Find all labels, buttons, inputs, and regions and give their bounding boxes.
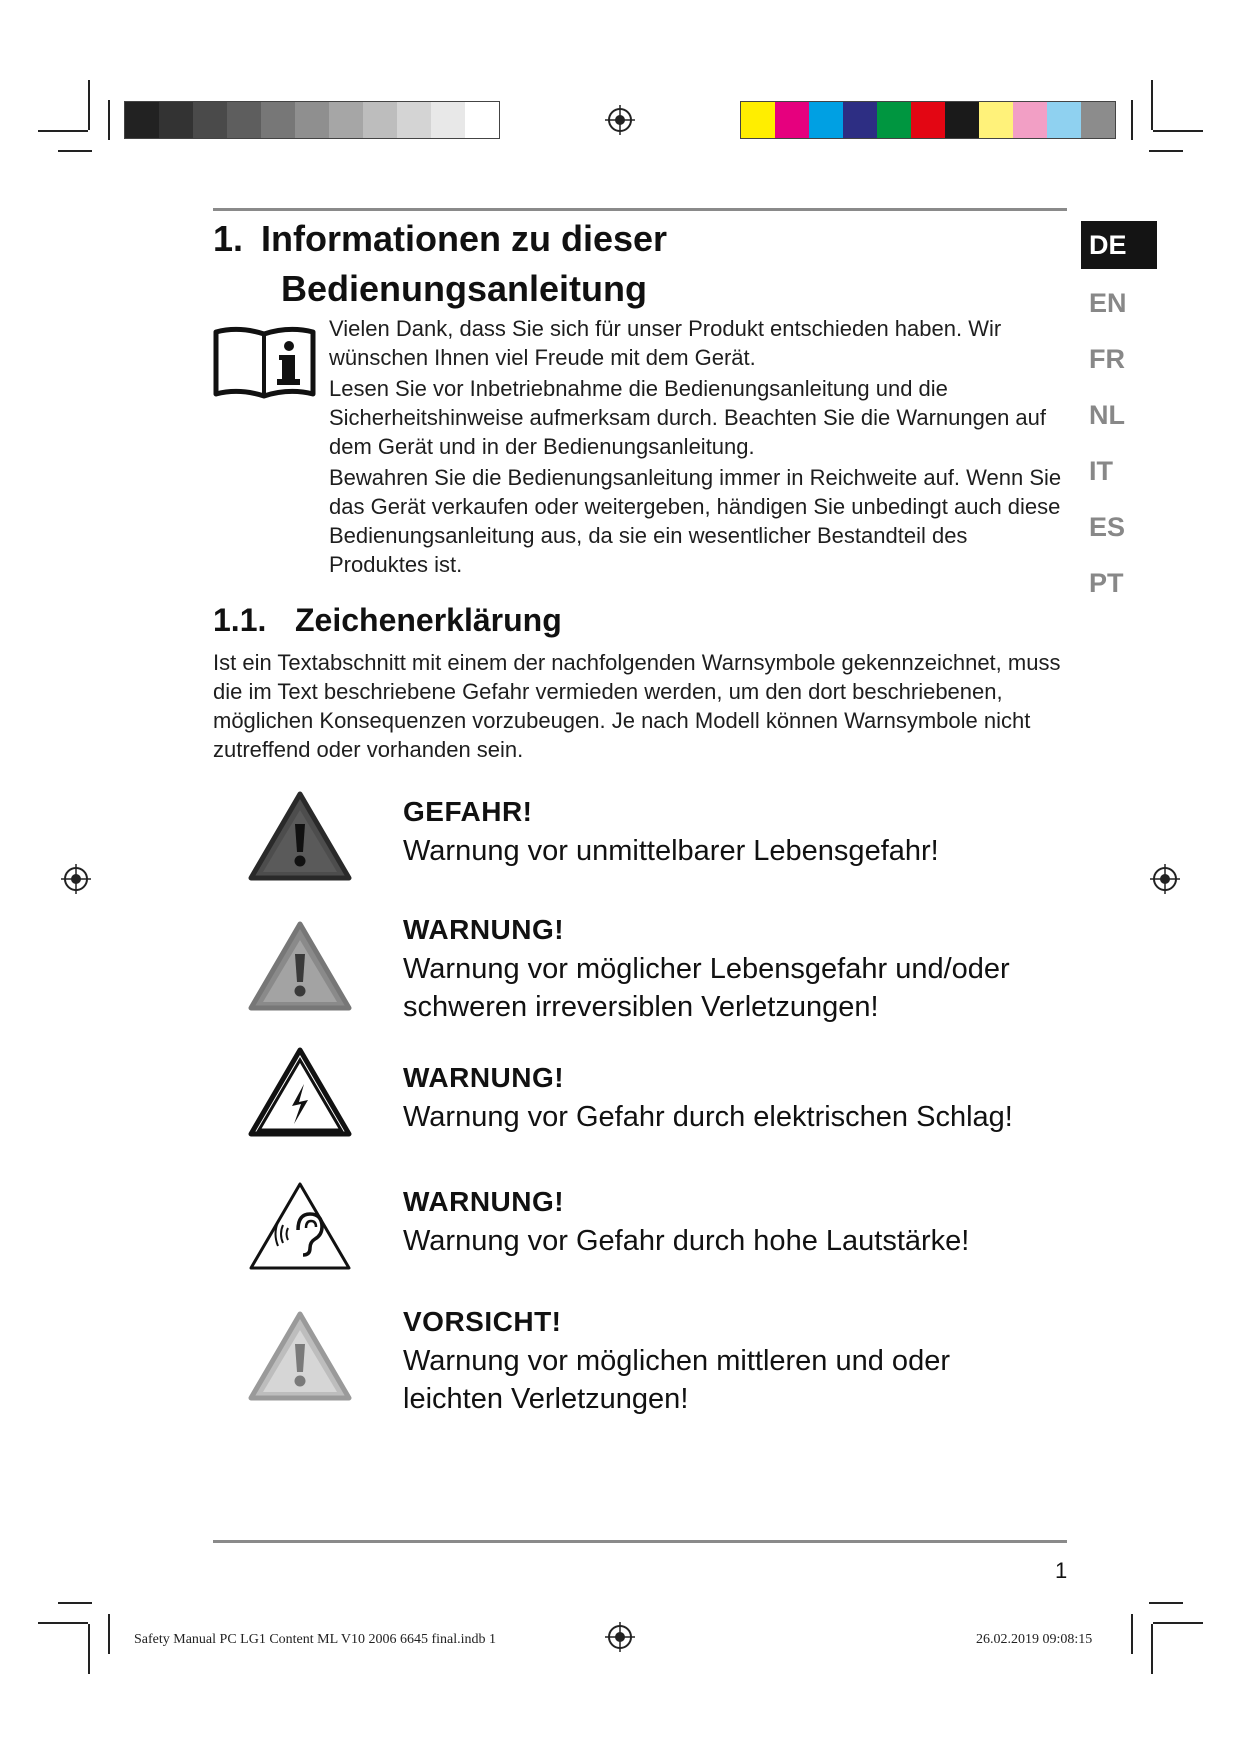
bottom-divider: [213, 1540, 1067, 1543]
legend-paragraph: Ist ein Textabschnitt mit einem der nachfolgenden Warnsymbole gekennzeichnet, muss die im Text beschriebene Gefahr vermieden werden, um den dort beschriebenen, möglichen Konsequenzen vorzubeugen. Je nach Modell können Warnsymbole nicht zutreffend oder vorhanden sein.: [213, 650, 1061, 762]
color-swatch: [261, 102, 295, 138]
color-swatch: [1081, 102, 1115, 138]
color-swatch: [911, 102, 945, 138]
subsection-number: 1.1.: [213, 602, 267, 638]
title-line-1: Informationen zu dieser: [261, 218, 668, 259]
caution-exclamation-icon: [248, 1310, 352, 1402]
warning-title: WARNUNG!: [403, 1186, 565, 1217]
warning-title: WARNUNG!: [403, 914, 565, 945]
registration-mark-icon: [605, 105, 635, 135]
language-tab[interactable]: ES: [1089, 512, 1126, 542]
language-tab[interactable]: NL: [1089, 400, 1125, 430]
color-swatch: [397, 102, 431, 138]
warning-description: Warnung vor möglichen mittleren und oder leichten Verletzungen!: [403, 1345, 950, 1415]
color-swatch: [877, 102, 911, 138]
warning-title: VORSICHT!: [403, 1306, 562, 1337]
color-swatch: [1013, 102, 1047, 138]
warning-exclamation-icon: [248, 920, 352, 1012]
color-swatch: [1047, 102, 1081, 138]
color-swatch: [295, 102, 329, 138]
color-swatch: [979, 102, 1013, 138]
intro-paragraph: Vielen Dank, dass Sie sich für unser Produkt entschieden haben. Wir wünschen Ihnen viel Freude mit dem Gerät.: [329, 316, 1002, 370]
process-color-bar: [740, 101, 1116, 139]
color-swatch: [125, 102, 159, 138]
intro-paragraph: Bewahren Sie die Bedienungsanleitung immer in Reichweite auf. Wenn Sie das Gerät verkaufen oder weitergeben, händigen Sie unbedingt auch diese Bedienungsanleitung aus, da sie ein wesentlicher Bestandteil des Produktes ist.: [329, 465, 1062, 577]
warning-description: Warnung vor möglicher Lebensgefahr und/oder schweren irreversiblen Verletzungen!: [403, 953, 1010, 1023]
registration-mark-icon: [605, 1622, 635, 1652]
language-tab[interactable]: PT: [1089, 568, 1124, 598]
warning-description: Warnung vor Gefahr durch elektrischen Schlag!: [403, 1101, 1013, 1133]
color-swatch: [193, 102, 227, 138]
registration-mark-icon: [61, 864, 91, 894]
danger-exclamation-icon: [248, 790, 352, 882]
info-manual-icon: [213, 324, 316, 400]
loud-noise-ear-icon: [248, 1180, 352, 1272]
intro-paragraph: Lesen Sie vor Inbetriebnahme die Bedienungsanleitung und die Sicherheitshinweise aufmerksam durch. Beachten Sie die Warnungen auf dem Gerät und in der Bedienungsanleitung.: [329, 376, 1047, 459]
registration-mark-icon: [1150, 864, 1180, 894]
color-swatch: [227, 102, 261, 138]
gray-color-bar: [124, 101, 500, 139]
color-swatch: [809, 102, 843, 138]
intro-text: [329, 314, 1069, 579]
language-tab[interactable]: DE: [1081, 221, 1157, 269]
language-tab[interactable]: FR: [1089, 344, 1125, 374]
color-swatch: [363, 102, 397, 138]
language-tab[interactable]: IT: [1089, 456, 1113, 486]
page-title: [213, 214, 667, 314]
legend-text: [213, 648, 1069, 764]
top-divider: [213, 208, 1067, 211]
color-swatch: [843, 102, 877, 138]
subsection-title: Zeichenerklärung: [295, 602, 562, 638]
section-number: 1.: [213, 218, 244, 259]
warning-description: Warnung vor unmittelbarer Lebensgefahr!: [403, 835, 939, 867]
electric-shock-icon: [248, 1046, 352, 1138]
color-swatch: [329, 102, 363, 138]
warning-title: WARNUNG!: [403, 1062, 565, 1093]
page-number: 1: [1055, 1558, 1068, 1583]
color-swatch: [465, 102, 499, 138]
warning-description: Warnung vor Gefahr durch hohe Lautstärke!: [403, 1225, 970, 1257]
color-swatch: [159, 102, 193, 138]
color-swatch: [741, 102, 775, 138]
language-tab[interactable]: EN: [1089, 288, 1127, 318]
slug-timestamp: 26.02.2019 09:08:15: [976, 1632, 1093, 1647]
warning-title: GEFAHR!: [403, 796, 533, 827]
color-swatch: [431, 102, 465, 138]
section-heading: [213, 598, 562, 642]
slug-filename: Safety Manual PC LG1 Content ML V10 2006 6645 final.indb 1: [134, 1632, 497, 1647]
color-swatch: [945, 102, 979, 138]
color-swatch: [775, 102, 809, 138]
title-line-2: Bedienungsanleitung: [281, 268, 648, 309]
